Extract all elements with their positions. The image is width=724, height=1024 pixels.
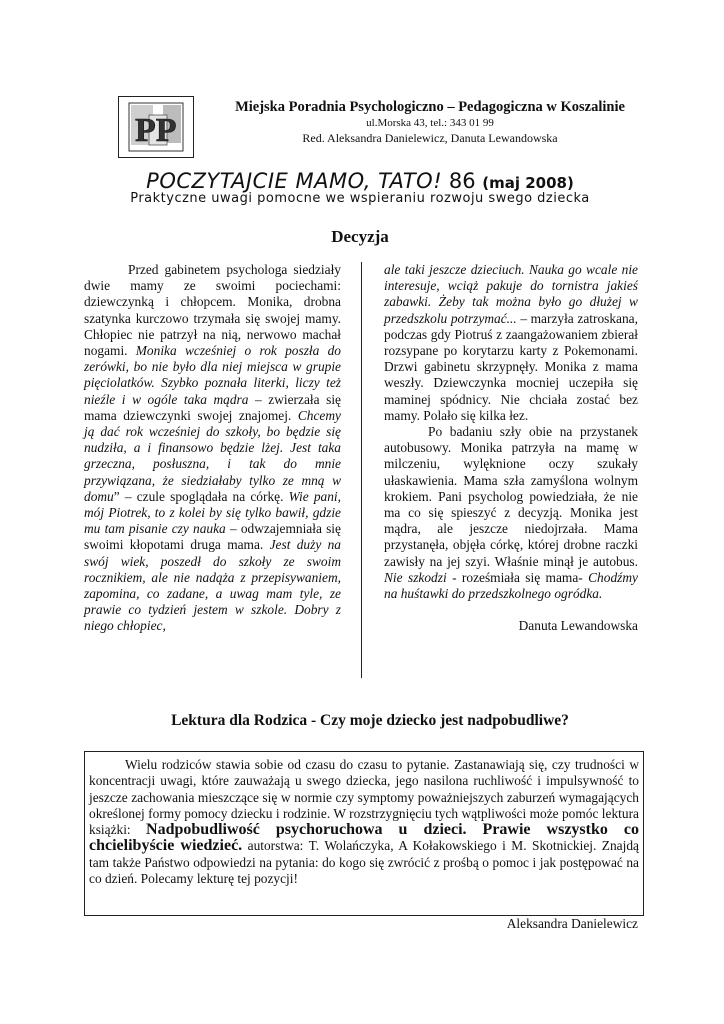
title-main: POCZYTAJCIE MAMO, TATO!	[146, 169, 443, 193]
article-signature: Danuta Lewandowska	[518, 618, 638, 634]
lektura-signature: Aleksandra Danielewicz	[506, 916, 638, 931]
text-run: Przed gabinetem psychologa siedziały dwie mamy ze swoimi pociechami: dziewczynką i chłopcem. Monika, drobna szatynka kurczowo trzymała się swojej mamy. Chłopiec nie patrzył na nią, nerwowo machał nogami.	[84, 262, 341, 359]
quote-run: ale taki jeszcze dzieciuch. Nauka go wcale nie interesuje, wciąż pakuje do tornistra jakieś zabawki. Żeby tak można było go dłużej w przedszkolu potrzymać...	[384, 262, 638, 326]
text-run: ” – czule spoglądała na córkę.	[113, 488, 284, 504]
book-title: Nadpobudliwość psychoruchowa u dzieci. Prawie wszystko co chcielibyście wiedzieć.	[89, 821, 639, 855]
article-right-column	[384, 262, 638, 634]
subtitle: Praktyczne uwagi pomocne we wspieraniu rozwoju swego dziecka	[130, 191, 590, 206]
org-address: ul.Morska 43, tel.: 343 01 99	[366, 117, 494, 129]
quote-run: Wie pani, mój Piotrek, to z kolei by się tylko bawił, gdzie mu tam pisanie czy nauka	[84, 488, 342, 537]
text-run: – zwierzała się mama dziewczynki swojej znajomej.	[84, 391, 341, 423]
org-name: Miejska Poradnia Psychologiczno – Pedagogiczna w Koszalinie	[235, 99, 625, 115]
quote-run: Chcemy ją dać rok wcześniej do szkoły, bo będzie się nudziła, a i finansowo będzie lżej. Jest taka grzeczna, posłuszna, i tak do mnie przywiązana, że siedziałaby tylko ze mną w domu	[84, 407, 341, 504]
lektura-heading: Lektura dla Rodzica - Czy moje dziecko jest nadpobudliwe?	[171, 712, 569, 729]
quote-run: Monika wcześniej o rok poszła do zerówki, bo nie było dla niej miejsca w grupie pięciolatków. Szybko poznała literki, liczy też nieźle i w ogóle taka mądra	[84, 343, 341, 407]
text-run: - roześmiała się mama-	[452, 569, 583, 585]
column-divider	[361, 262, 362, 678]
article-left-column	[84, 262, 341, 635]
article-paragraph	[84, 262, 341, 635]
article-paragraph	[384, 424, 638, 602]
text-run: autorstwa: T. Wolańczyka, A Kołakowskiego i M. Skotnickiej. Znajdą tam także Państwo odpowiedzi na pytania: do kogo się zwrócić z prośbą o pomoc i jak postępować na co dzień. Polecamy lekturę tej pozycji!	[89, 838, 639, 887]
quote-run: Chodźmy na huśtawki do przedszkolnego ogródka.	[384, 569, 638, 602]
text-run: – odwzajemniała się swoimi kłopotami druga mama.	[84, 521, 341, 553]
issue-date: (maj 2008)	[482, 174, 574, 192]
lektura-box	[84, 751, 644, 916]
logo-text: PP	[135, 112, 177, 149]
lektura-paragraph	[89, 757, 639, 887]
editors: Red. Aleksandra Danielewicz, Danuta Lewandowska	[302, 131, 558, 145]
clinic-logo-icon	[118, 96, 194, 158]
text-run: Wielu rodziców stawia sobie od czasu do czasu to pytanie. Zastanawiają się, czy trudności w koncentracji uwagi, które zauważają u swego dziecka, jego nasilona ruchliwość i impulsywność to jeszcze zachowania mieszczące się w normie czy symptomy poważniejszych zaburzeń wymagających określonej formy pomocy dziecku i rodzinie. W rozstrzygnięciu tych wątpliwości może pomóc lektura książki:	[89, 757, 639, 838]
article-heading: Decyzja	[331, 227, 389, 246]
article-paragraph	[384, 262, 638, 424]
text-run: Po badaniu szły obie na przystanek autobusowy. Monika patrzyła na mamę w milczeniu, wylęknione oczy szukały ułaskawienia. Mama szła zamyślona wolnym krokiem. Pani psycholog powiedziała, że nie ma co się spieszyć z decyzją. Monika jest mądra, ale jeszcze niedojrzała. Mama przystanęła, objęła córkę, której drobne raczki zawisły na jej szyi. Właśnie minął je autobus.	[384, 424, 638, 569]
text-run: – marzyła zatroskana, podczas gdy Piotruś z zaangażowaniem zbierał rozsypane po korytarzu karty z Pokemonami. Drzwi gabinetu skrzypnęły. Monika z mama weszły. Dziewczynka mocniej uczepiła się maminej spódnicy. Nie chciała zostać bez mamy. Polało się kilka łez.	[384, 310, 638, 423]
header	[200, 98, 660, 146]
issue-number: 86	[448, 169, 476, 193]
quote-run: Nie szkodzi	[384, 569, 447, 585]
quote-run: Jest duży na swój wiek, poszedł do szkoły ze swoim rocznikiem, ale nie nadąża z przepisywaniem, zapomina, co zadane, a uwag mam tyle, ze prawie co tydzień jestem w szkole. Dobry z niego chłopiec,	[84, 537, 341, 634]
